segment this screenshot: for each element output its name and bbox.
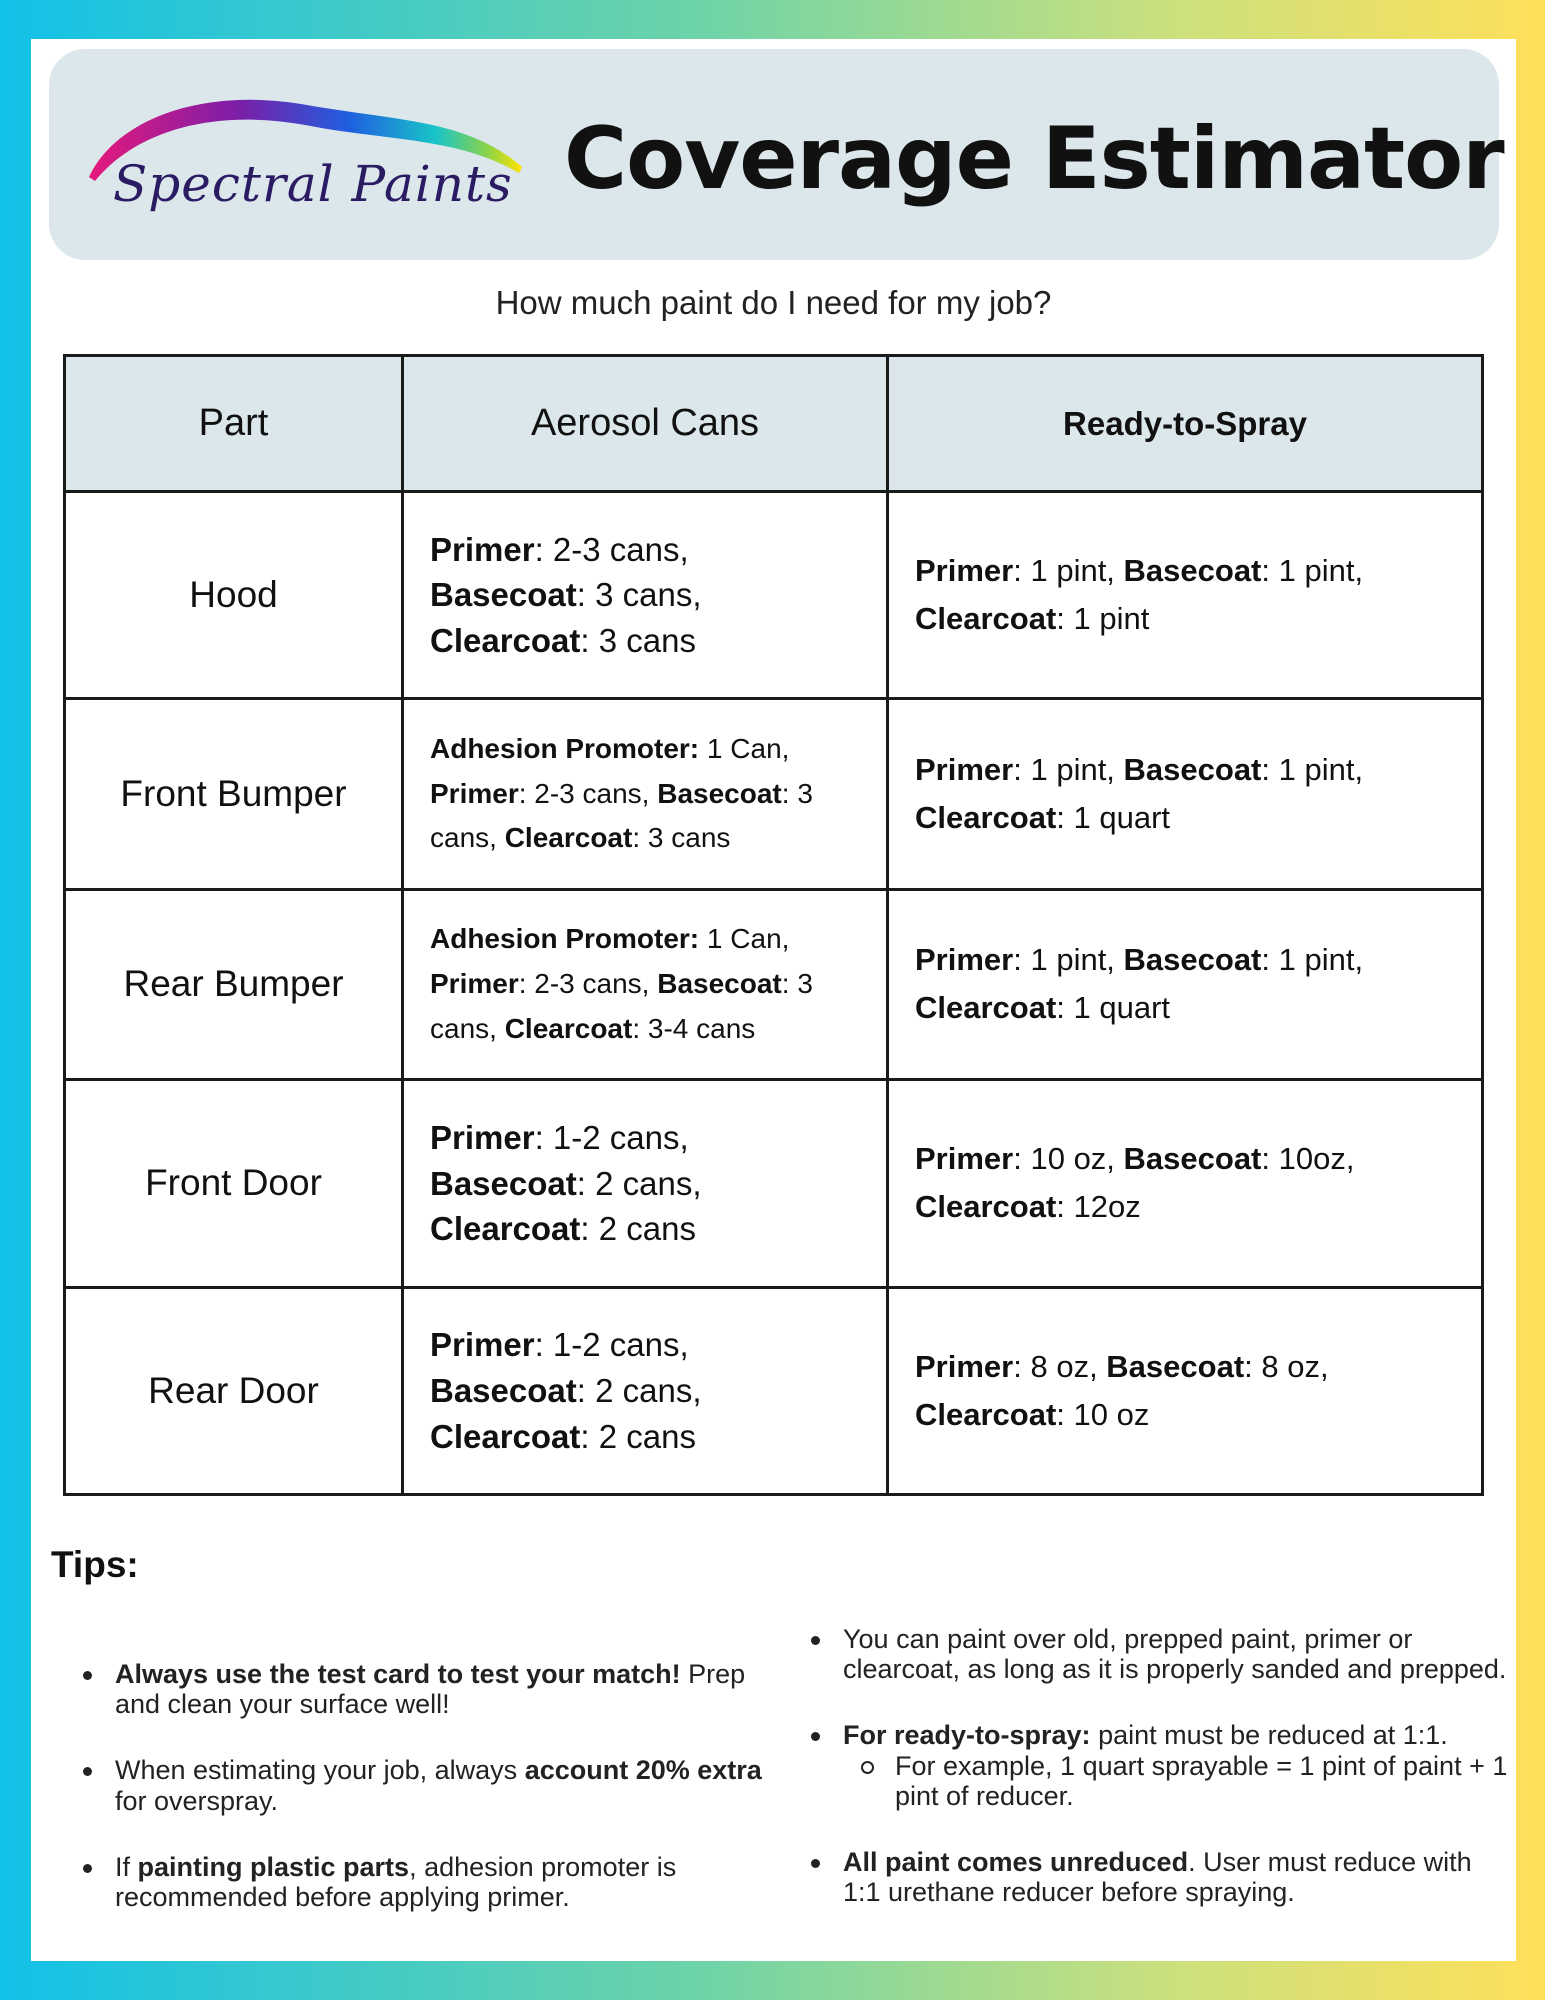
tip-text: If <box>115 1851 138 1882</box>
separator: : <box>1244 1348 1262 1384</box>
separator: : <box>576 1372 596 1410</box>
coat-amount: 1 Can, <box>706 732 790 764</box>
separator: : <box>1013 553 1031 589</box>
separator: : <box>580 621 599 659</box>
coat-amount: 2 cans <box>598 1417 696 1455</box>
separator: : <box>518 968 535 1000</box>
separator <box>699 923 707 954</box>
separator: : <box>1013 1141 1031 1177</box>
aerosol-cell <box>403 492 888 699</box>
coat-label: Basecoat <box>1123 942 1262 978</box>
separator: : <box>1261 1141 1279 1177</box>
coat-label: Clearcoat <box>915 990 1057 1026</box>
spectral-paints-logo <box>77 77 527 237</box>
coat-amount: 3 cans, <box>595 576 702 614</box>
table-row <box>65 1080 1483 1287</box>
coat-amount: 2 cans, <box>595 1164 702 1202</box>
coverage-table <box>63 354 1484 1496</box>
part-cell: Front Door <box>65 1080 403 1287</box>
separator: : <box>1261 752 1279 788</box>
coat-label: Clearcoat <box>504 1012 633 1044</box>
coat-label: Basecoat <box>657 777 782 809</box>
separator: : <box>518 777 535 809</box>
separator: : <box>576 576 596 614</box>
tip-sublist <box>843 1751 1511 1811</box>
tips-title: Tips: <box>51 1544 139 1585</box>
separator: : <box>1013 942 1031 978</box>
column-header-aerosol: Aerosol Cans <box>403 356 888 492</box>
table-row <box>65 492 1483 699</box>
page <box>31 39 1516 1961</box>
separator: : <box>1013 752 1031 788</box>
separator: : <box>1261 553 1279 589</box>
coat-amount: 1 pint, <box>1030 942 1124 978</box>
coat-label: Basecoat <box>1106 1348 1245 1384</box>
separator: : <box>534 1119 553 1157</box>
part-cell: Hood <box>65 492 403 699</box>
coat-label: Primer <box>430 1326 535 1364</box>
table-row <box>65 1287 1483 1494</box>
tip-emphasis: painting plastic parts <box>137 1851 410 1882</box>
tip-text: When estimating your job, always <box>115 1755 525 1786</box>
aerosol-cell <box>403 699 888 889</box>
table-row <box>65 699 1483 889</box>
table-header-row <box>65 356 1483 492</box>
tip-text: paint must be reduced at 1:1. <box>1090 1720 1448 1751</box>
coat-amount: 1 pint <box>1073 601 1150 637</box>
coat-amount: 1 pint, <box>1278 752 1364 788</box>
coat-label: Clearcoat <box>430 1417 581 1455</box>
coat-amount: 1 Can, <box>706 923 790 955</box>
coat-label: Basecoat <box>430 576 577 614</box>
coat-amount: 1 quart <box>1073 800 1171 836</box>
tip-emphasis: All paint comes unreduced <box>843 1847 1189 1878</box>
aerosol-cell <box>403 1287 888 1494</box>
coat-amount: 8 oz, <box>1030 1348 1107 1384</box>
part-cell: Rear Bumper <box>65 889 403 1079</box>
separator: : <box>1013 1348 1031 1384</box>
coat-amount: 3 cans <box>647 822 731 854</box>
coat-amount: 2-3 cans, <box>552 530 689 568</box>
separator: : <box>632 822 648 854</box>
ready-to-spray-cell <box>888 492 1483 699</box>
separator: : <box>534 530 553 568</box>
coat-amount: 2 cans, <box>595 1372 702 1410</box>
separator: : <box>781 968 798 1000</box>
coat-amount: 1 quart <box>1073 990 1171 1026</box>
coat-label: Clearcoat <box>430 621 581 659</box>
coat-label: Basecoat <box>430 1164 577 1202</box>
tip-item <box>63 1659 793 1719</box>
tip-text: for overspray. <box>115 1785 279 1816</box>
coat-amount: 1 pint, <box>1030 752 1124 788</box>
table-row <box>65 889 1483 1079</box>
coat-label: Clearcoat <box>915 1189 1057 1225</box>
tip-item <box>63 1852 793 1912</box>
separator: : <box>576 1164 596 1202</box>
coat-label: Clearcoat <box>504 822 633 854</box>
aerosol-cell <box>403 889 888 1079</box>
coat-amount: 2-3 cans, <box>534 777 658 809</box>
coat-label: Clearcoat <box>915 601 1057 637</box>
tip-text: Prep and clean your surface well! <box>115 1659 746 1720</box>
separator: : <box>632 1012 648 1044</box>
coat-amount: 8 oz, <box>1261 1348 1329 1384</box>
separator: : <box>580 1210 599 1248</box>
coat-label: Primer <box>915 1141 1014 1177</box>
coat-amount: 2-3 cans, <box>534 968 658 1000</box>
coat-amount: 12oz <box>1073 1189 1141 1225</box>
coat-amount: 3 cans, <box>430 777 813 854</box>
coat-label: Primer <box>430 777 519 809</box>
tip-item <box>791 1720 1511 1811</box>
coat-label: Basecoat <box>1123 752 1262 788</box>
tip-text: You can paint over old, prepped paint, primer or clearcoat, as long as it is properly sanded and prepped. <box>843 1624 1507 1685</box>
coat-amount: 10 oz <box>1073 1396 1150 1432</box>
tip-item <box>791 1624 1511 1684</box>
coat-amount: 1 pint, <box>1030 553 1124 589</box>
separator: : <box>580 1417 599 1455</box>
tip-text: . User must reduce with 1:1 urethane reducer before spraying. <box>843 1847 1472 1908</box>
coat-amount: 3 cans <box>598 621 696 659</box>
coat-label: Primer <box>915 1348 1014 1384</box>
page-title: Coverage Estimator <box>564 109 1504 209</box>
coat-label: Primer <box>430 530 535 568</box>
tip-emphasis: account 20% extra <box>524 1755 762 1786</box>
page-subtitle: How much paint do I need for my job? <box>495 284 1052 321</box>
coat-label: Clearcoat <box>430 1210 581 1248</box>
logo-text: Spectral Paints <box>113 155 513 213</box>
tips-list-right <box>791 1624 1511 1944</box>
separator: : <box>1056 990 1074 1026</box>
ready-to-spray-cell <box>888 889 1483 1079</box>
separator: : <box>1056 1396 1074 1432</box>
aerosol-cell <box>403 1080 888 1287</box>
coat-label: Primer <box>430 1119 535 1157</box>
coat-label: Adhesion Promoter: <box>430 732 700 764</box>
separator: : <box>1261 942 1279 978</box>
tips-list-left <box>63 1659 793 1948</box>
coat-amount: 2 cans <box>598 1210 696 1248</box>
coat-label: Basecoat <box>430 1372 577 1410</box>
coat-label: Clearcoat <box>915 800 1057 836</box>
coat-label: Primer <box>915 942 1014 978</box>
coat-label: Primer <box>915 553 1014 589</box>
coat-amount: 1 pint, <box>1278 553 1364 589</box>
tip-emphasis: For ready-to-spray: <box>843 1720 1091 1751</box>
coat-label: Basecoat <box>1123 1141 1262 1177</box>
coat-amount: 1 pint, <box>1278 942 1364 978</box>
separator: : <box>1056 601 1074 637</box>
separator: : <box>781 777 798 809</box>
tip-item <box>791 1847 1511 1907</box>
coat-amount: 1-2 cans, <box>552 1326 689 1364</box>
coat-label: Basecoat <box>657 968 782 1000</box>
separator: : <box>1056 1189 1074 1225</box>
coat-label: Primer <box>430 968 519 1000</box>
part-cell: Rear Door <box>65 1287 403 1494</box>
coat-amount: 3-4 cans <box>647 1012 756 1044</box>
separator: : <box>1056 800 1074 836</box>
column-header-part: Part <box>65 356 403 492</box>
header-banner <box>49 49 1504 260</box>
coat-amount: 1-2 cans, <box>552 1119 689 1157</box>
ready-to-spray-cell <box>888 1080 1483 1287</box>
coat-label: Clearcoat <box>915 1396 1057 1432</box>
tip-item <box>63 1755 793 1815</box>
coat-label: Basecoat <box>1123 553 1262 589</box>
coat-amount: 3 cans, <box>430 968 813 1044</box>
coat-amount: 10 oz, <box>1030 1141 1124 1177</box>
coat-label: Primer <box>915 752 1014 788</box>
ready-to-spray-cell <box>888 699 1483 889</box>
coat-label: Adhesion Promoter: <box>430 923 700 955</box>
tip-subitem: For example, 1 quart sprayable = 1 pint of paint + 1 pint of reducer. <box>843 1751 1511 1811</box>
ready-to-spray-cell <box>888 1287 1483 1494</box>
part-cell: Front Bumper <box>65 699 403 889</box>
coat-amount: 10oz, <box>1278 1141 1355 1177</box>
column-header-ready-to-spray: Ready-to-Spray <box>888 356 1483 492</box>
tip-text: , adhesion promoter is recommended before applying primer. <box>115 1851 677 1913</box>
tip-emphasis: Always use the test card to test your match! <box>115 1659 681 1689</box>
separator: : <box>534 1326 553 1364</box>
separator <box>699 733 707 764</box>
